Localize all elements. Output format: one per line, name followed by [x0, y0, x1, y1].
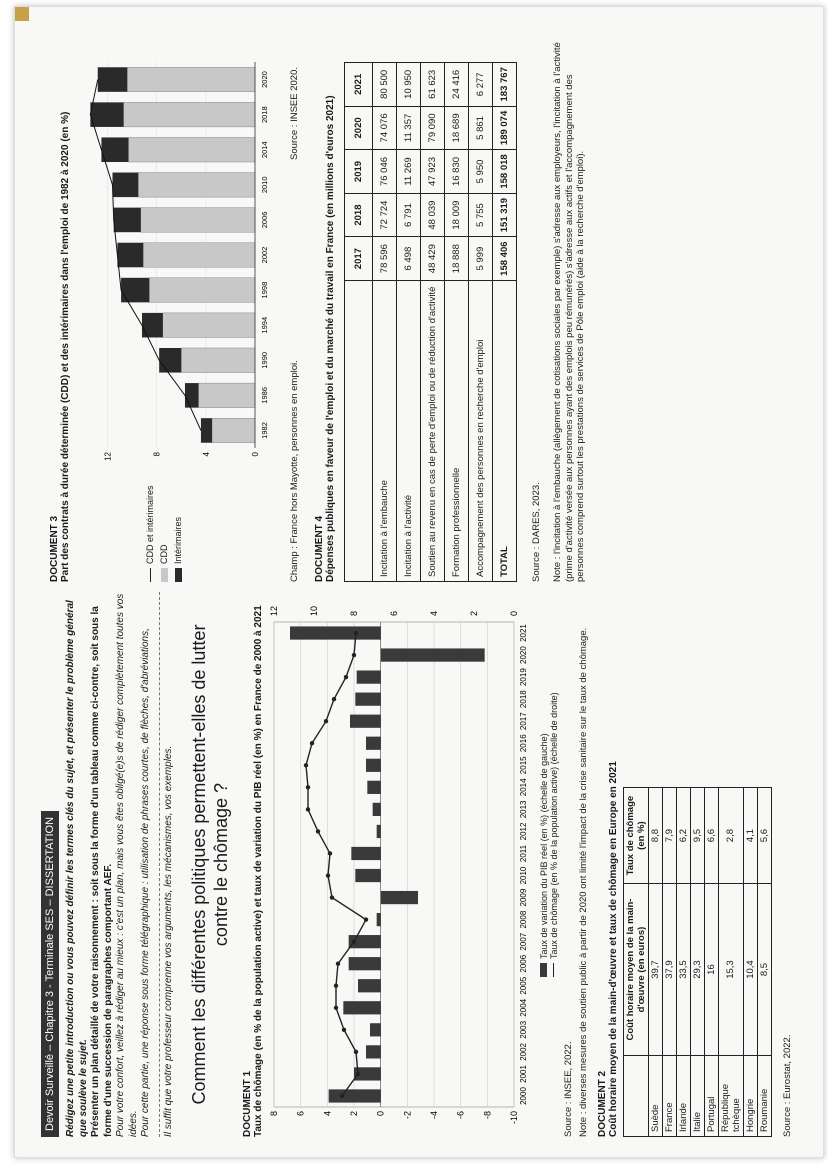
unemployment-point [327, 851, 331, 855]
cdd-bar [127, 67, 255, 92]
interim-bar [101, 137, 128, 162]
doc4-cell: 151 319 [493, 193, 517, 237]
unemployment-point [335, 962, 339, 966]
professor-note: Il suffit que votre professeur comprenne vos arguments, les mécanismes, vos exemples. [159, 592, 174, 1137]
x-tick-label: 2004 [518, 998, 528, 1017]
doc1-chart [264, 592, 539, 1137]
gdp-bar [366, 759, 381, 772]
doc4-cell: 18 689 [445, 106, 469, 150]
x-tick-label: 2020 [260, 71, 269, 88]
doc2-cell: France [662, 1055, 676, 1136]
interim-bar [117, 243, 143, 268]
doc2-cell: 7,9 [662, 788, 676, 884]
interim-swatch [175, 568, 182, 582]
x-tick-label: 1994 [260, 316, 269, 334]
doc2-cell: 9,5 [690, 788, 704, 884]
gdp-bar [366, 737, 381, 750]
gdp-bar [372, 803, 380, 816]
cdd-bar [143, 243, 255, 268]
doc3-label: DOCUMENT 3 [49, 515, 60, 582]
x-tick-label: 2016 [518, 734, 528, 753]
table-row [662, 788, 676, 1137]
unemployment-point [351, 653, 355, 657]
table-row [421, 63, 445, 582]
unemployment-point [331, 697, 335, 701]
doc4-cell: 6 498 [397, 237, 421, 281]
x-tick-label: 2001 [518, 1065, 528, 1083]
doc1-legend-line-label: Taux de chômage (en % de la population active) (échelle de droite) [548, 692, 559, 959]
doc2-cell: 37,9 [662, 884, 676, 1056]
left-tick-label: 2 [348, 1111, 359, 1117]
y-tick-label: 4 [201, 452, 211, 457]
doc2-cell: 15,3 [718, 884, 743, 1056]
doc1-chart-svg [264, 592, 534, 1137]
x-tick-label: 1986 [260, 387, 269, 404]
left-tick-label: 4 [321, 1111, 332, 1117]
doc1-title: Taux de chômage (en % de la population active) et taux de variation du PIB réel (en %) en France de 2000 à 2021 [252, 605, 264, 1137]
table-row [648, 788, 662, 1137]
doc4-cell: 158 018 [493, 150, 517, 194]
doc2-cell: Irlande [676, 1055, 690, 1136]
left-tick-label: -4 [428, 1111, 439, 1120]
doc4-cell: Incitation à l'activité [397, 280, 421, 581]
subject-title: Comment les différentes politiques permettent-elles de lutter contre le chômage ? [188, 624, 231, 1105]
doc3-legend-total-label: CDD et intérimaires [145, 485, 155, 564]
doc1-legend-bar-label: Taux de variation du PIB réel (en %) (échelle de gauche) [538, 733, 549, 959]
x-tick-label: 2009 [518, 888, 528, 907]
line-swatch [553, 963, 554, 977]
table-row [397, 63, 421, 582]
x-tick-label: 2006 [518, 954, 528, 973]
interim-bar [114, 208, 141, 233]
doc2-label: DOCUMENT 2 [596, 1070, 608, 1137]
doc4-label: DOCUMENT 4 [314, 515, 325, 582]
cdd-bar [141, 208, 255, 233]
doc2-header-row [623, 788, 648, 1137]
doc3-legend-interim-label: Intérimaires [173, 516, 183, 564]
doc2-title: Coût horaire moyen de la main-d'œuvre et taux de chômage en Europe en 2021 [607, 761, 619, 1137]
doc4-cell: 183 767 [493, 63, 517, 107]
gdp-bar [343, 1001, 380, 1014]
doc3-footer [285, 37, 300, 582]
doc4-header-row [345, 63, 373, 582]
doc4-cell: 18 009 [445, 193, 469, 237]
doc4-header-cell [345, 280, 373, 581]
doc4-cell: 6 277 [469, 63, 493, 107]
unemployment-point [353, 631, 357, 635]
interim-bar [112, 173, 138, 198]
gdp-bar [370, 1023, 381, 1036]
right-tick-label: 4 [428, 610, 439, 616]
doc3-legend [145, 472, 183, 582]
doc4-cell: 158 406 [493, 237, 517, 281]
total-swatch [150, 568, 151, 582]
doc1-label: DOCUMENT 1 [241, 1070, 253, 1137]
x-tick-label: 2005 [518, 976, 528, 995]
doc4-cell: 61 623 [421, 63, 445, 107]
doc3-legend-total [145, 472, 155, 582]
doc1-legend-bar [539, 592, 549, 977]
doc4-title: Dépenses publiques en faveur de l'emploi et du marché du travail en France (en millions d'euros 2021) [325, 95, 336, 582]
left-tick-label: 8 [268, 1111, 279, 1117]
x-tick-label: 2018 [260, 106, 269, 123]
cdd-bar [212, 418, 255, 443]
gdp-bar [358, 979, 381, 992]
doc2-cell: Portugal [704, 1055, 718, 1136]
y-tick-label: 12 [103, 452, 113, 461]
x-tick-label: 2017 [518, 712, 528, 731]
gdp-bar [376, 825, 380, 838]
gdp-bar [380, 648, 484, 661]
interim-bar [201, 418, 212, 443]
doc3-legend-interim [173, 472, 183, 582]
doc2-header-cell [623, 1055, 648, 1136]
paper-sheet [14, 6, 824, 1158]
doc4-source: Source : DARES, 2023. [531, 482, 542, 582]
doc2-cell: 6,2 [676, 788, 690, 884]
x-tick-label: 2014 [260, 141, 269, 159]
x-tick-label: 2006 [260, 211, 269, 229]
table-row [493, 63, 517, 582]
doc3-legend-cdd-label: CDD [159, 544, 169, 564]
doc2-cell: 6,6 [704, 788, 718, 884]
x-tick-label: 2011 [518, 844, 528, 863]
gdp-bar [348, 957, 380, 970]
cdd-swatch [161, 568, 168, 582]
plot-frame [274, 622, 514, 1107]
table-row [743, 788, 757, 1137]
doc2-header-cell: Coût horaire moyen de la main-d'œuvre (en euros) [623, 884, 648, 1056]
unemployment-point [351, 939, 355, 943]
x-tick-label: 2010 [518, 866, 528, 885]
right-tick-label: 8 [348, 610, 359, 616]
unemployment-point [363, 917, 367, 921]
left-tick-label: -2 [401, 1111, 412, 1120]
table-row [445, 63, 469, 582]
left-tick-label: -8 [481, 1111, 492, 1120]
right-tick-label: 6 [388, 610, 399, 616]
doc4-table [344, 62, 517, 582]
table-row [373, 63, 397, 582]
gdp-bar [356, 671, 380, 684]
gdp-bar [290, 626, 381, 639]
gdp-bar [351, 847, 380, 860]
cdd-bar [163, 313, 255, 338]
gdp-bar [328, 1089, 380, 1102]
doc1-source: Source : INSEE, 2022. [562, 1041, 574, 1137]
page-header: Devoir Surveillé – Chapitre 3 - Terminale SES – DISSERTATION [41, 811, 59, 1137]
x-tick-label: 2021 [518, 624, 528, 642]
doc4-cell: 6 791 [397, 193, 421, 237]
doc2-cell: Italie [690, 1055, 704, 1136]
gdp-bar [355, 869, 380, 882]
doc4-cell: Accompagnement des personnes en recherche d'emploi [469, 280, 493, 581]
doc4-cell: 76 046 [373, 150, 397, 194]
unemployment-point [355, 1072, 359, 1076]
unemployment-point [305, 785, 309, 789]
doc4-cell: 5 755 [469, 193, 493, 237]
right-tick-label: 10 [308, 605, 319, 616]
x-tick-label: 1982 [260, 422, 269, 439]
x-tick-label: 2002 [260, 246, 269, 264]
interim-bar [159, 348, 181, 373]
unemployment-point [305, 807, 309, 811]
table-row [676, 788, 690, 1137]
doc1-note: Note : diverses mesures de soutien public à partir de 2020 ont limité l'impact de la crise sanitaire sur le taux de chômage. [577, 627, 589, 1137]
doc4-cell: 10 950 [397, 63, 421, 107]
bar-swatch [540, 963, 547, 977]
doc4-cell: Soutien au revenu en cas de perte d'emploi ou de réduction d'activité [421, 280, 445, 581]
doc4-note: Note : l'incitation à l'embauche (allègement de cotisations sociales par exemple) s'adresse aux employeurs, l'incitation à l'activité (prime d'activité versée aux personnes ayant des emplois peu rémunérés) s'adresse aux actifs et l'accompagnement des personnes comprend surtout les prestations de services de Pôle emploi (aide à la recherche d'emploi). [552, 42, 586, 582]
interim-bar [90, 102, 123, 127]
cdd-bar [138, 173, 255, 198]
table-row [469, 63, 493, 582]
unemployment-point [333, 1006, 337, 1010]
left-tick-label: -10 [508, 1111, 519, 1125]
doc4-cell: 78 596 [373, 237, 397, 281]
right-tick-label: 2 [468, 610, 479, 616]
x-tick-label: 2003 [518, 1020, 528, 1039]
doc4-cell: 18 888 [445, 237, 469, 281]
doc2-cell: 29,3 [690, 884, 704, 1056]
unemployment-point [325, 873, 329, 877]
table-row [757, 788, 771, 1137]
doc2-cell: 33,5 [676, 884, 690, 1056]
x-tick-label: 2014 [518, 778, 528, 797]
x-tick-label: 2012 [518, 822, 528, 841]
x-tick-label: 2013 [518, 800, 528, 819]
doc2-source: Source : Eurostat, 2022. [781, 1034, 793, 1137]
right-tick-label: 0 [508, 610, 519, 616]
instruction-1: Rédigez une petite introduction ou vous pouvez définir les termes clés du sujet, et présenter le problème général que soulève le sujet. [65, 600, 89, 1137]
doc3-champ: Champ : France hors Mayotte, personnes en emploi. [289, 360, 300, 582]
cdd-bar [198, 383, 255, 408]
doc3-source: Source : INSEE 2020. [289, 67, 300, 160]
left-column [35, 592, 815, 1137]
x-tick-label: 2015 [518, 756, 528, 775]
paper-clip [15, 7, 29, 21]
x-tick-label: 2007 [518, 932, 528, 951]
gdp-bar [350, 715, 381, 728]
x-tick-label: 2010 [260, 176, 269, 194]
doc3-legend-cdd [159, 472, 169, 582]
doc2-cell: 8,5 [757, 884, 771, 1056]
doc4-cell: 79 090 [421, 106, 445, 150]
gdp-bar [367, 781, 380, 794]
cdd-bar [128, 137, 255, 162]
y-tick-label: 8 [152, 452, 162, 457]
unemployment-point [339, 1094, 343, 1098]
doc4-cell: Formation professionnelle [445, 280, 469, 581]
interim-bar [185, 383, 199, 408]
unemployment-point [315, 829, 319, 833]
interim-bar [142, 313, 163, 338]
doc2-cell: 4,1 [743, 788, 757, 884]
gdp-bar [355, 693, 380, 706]
doc3-chart-svg [75, 52, 285, 472]
gdp-bar [380, 891, 417, 904]
table-row [718, 788, 743, 1137]
doc4-cell: 11 269 [397, 150, 421, 194]
unemployment-point [341, 1028, 345, 1032]
doc4-cell: 47 923 [421, 150, 445, 194]
doc2-cell: 8,8 [648, 788, 662, 884]
doc2-cell: 5,6 [757, 788, 771, 884]
doc4-cell: 5 950 [469, 150, 493, 194]
doc4-cell: 74 076 [373, 106, 397, 150]
unemployment-point [303, 763, 307, 767]
doc4-cell: Incitation à l'embauche [373, 280, 397, 581]
table-row [704, 788, 718, 1137]
doc4-cell: 5 999 [469, 237, 493, 281]
doc2-header-cell: Taux de chômage (en %) [623, 788, 648, 884]
unemployment-point [323, 719, 327, 723]
doc4-cell: 24 416 [445, 63, 469, 107]
doc4-cell: 5 861 [469, 106, 493, 150]
instruction-2: Présenter un plan détaillé de votre raisonnement : soit sous la forme d'un tableau comme ci-contre, soit sous la forme d'une succession de paragraphes comportant AEF. [90, 606, 114, 1137]
doc3-title: Part des contrats à durée déterminée (CDD) et des intérimaires dans l'emploi de 1982 à 2020 (en %) [60, 111, 71, 582]
cdd-bar [181, 348, 255, 373]
cdd-bar [149, 278, 255, 303]
x-tick-label: 2008 [518, 910, 528, 929]
y-tick-label: 0 [251, 452, 260, 457]
doc4-cell: TOTAL [493, 280, 517, 581]
doc4-cell: 48 039 [421, 193, 445, 237]
doc2-cell: Suède [648, 1055, 662, 1136]
doc4-cell: 48 429 [421, 237, 445, 281]
doc4-header-cell: 2020 [345, 106, 373, 150]
doc1-legend-line [549, 592, 559, 977]
doc2-cell: République tchèque [718, 1055, 743, 1136]
x-tick-label: 2020 [518, 646, 528, 664]
doc2-cell: 16 [704, 884, 718, 1056]
gdp-bar [366, 1045, 381, 1058]
doc2-cell: 10,4 [743, 884, 757, 1056]
x-tick-label: 2019 [518, 668, 528, 687]
left-tick-label: 6 [295, 1111, 306, 1117]
cdd-bar [124, 102, 255, 127]
instruction-4: Pour cette partie, une réponse sous forme télégraphique : utilisation de phrases courtes, de flèches, d'abréviations, [140, 628, 151, 1137]
x-tick-label: 2018 [518, 690, 528, 709]
doc4-cell: 72 724 [373, 193, 397, 237]
doc4-header-cell: 2021 [345, 63, 373, 107]
doc2-cell: Roumanie [757, 1055, 771, 1136]
right-tick-label: 12 [268, 605, 279, 616]
gdp-bar [376, 913, 380, 926]
doc2-table [623, 787, 772, 1137]
doc4-cell: 11 357 [397, 106, 421, 150]
unemployment-point [353, 1050, 357, 1054]
right-column [35, 37, 815, 582]
rotated-page [35, 27, 815, 1147]
unemployment-point [343, 675, 347, 679]
doc2-cell: Hongrie [743, 1055, 757, 1136]
x-tick-label: 2002 [518, 1042, 528, 1061]
unemployment-point [309, 741, 313, 745]
left-tick-label: -6 [455, 1111, 466, 1120]
x-tick-label: 2000 [518, 1087, 528, 1105]
left-tick-label: 0 [375, 1111, 386, 1117]
interim-bar [121, 278, 149, 303]
doc4-header-cell: 2019 [345, 150, 373, 194]
table-row [690, 788, 704, 1137]
x-tick-label: 1990 [260, 351, 269, 369]
doc4-cell: 16 830 [445, 150, 469, 194]
interim-bar [98, 67, 127, 92]
doc4-header-cell: 2017 [345, 237, 373, 281]
doc2-cell: 2,8 [718, 788, 743, 884]
unemployment-point [329, 895, 333, 899]
doc3-chart-row [75, 37, 285, 582]
instruction-3: Pour votre confort, veillez à rédiger au mieux : c'est un plan, mais vous êtes obligé(e)s de rédiger complètement toutes vos idées. [115, 593, 139, 1137]
x-tick-label: 1998 [260, 281, 269, 299]
doc4-header-cell: 2018 [345, 193, 373, 237]
doc4-cell: 80 500 [373, 63, 397, 107]
instructions [65, 592, 153, 1137]
doc4-cell: 189 074 [493, 106, 517, 150]
unemployment-point [333, 984, 337, 988]
doc2-cell: 39,7 [648, 884, 662, 1056]
